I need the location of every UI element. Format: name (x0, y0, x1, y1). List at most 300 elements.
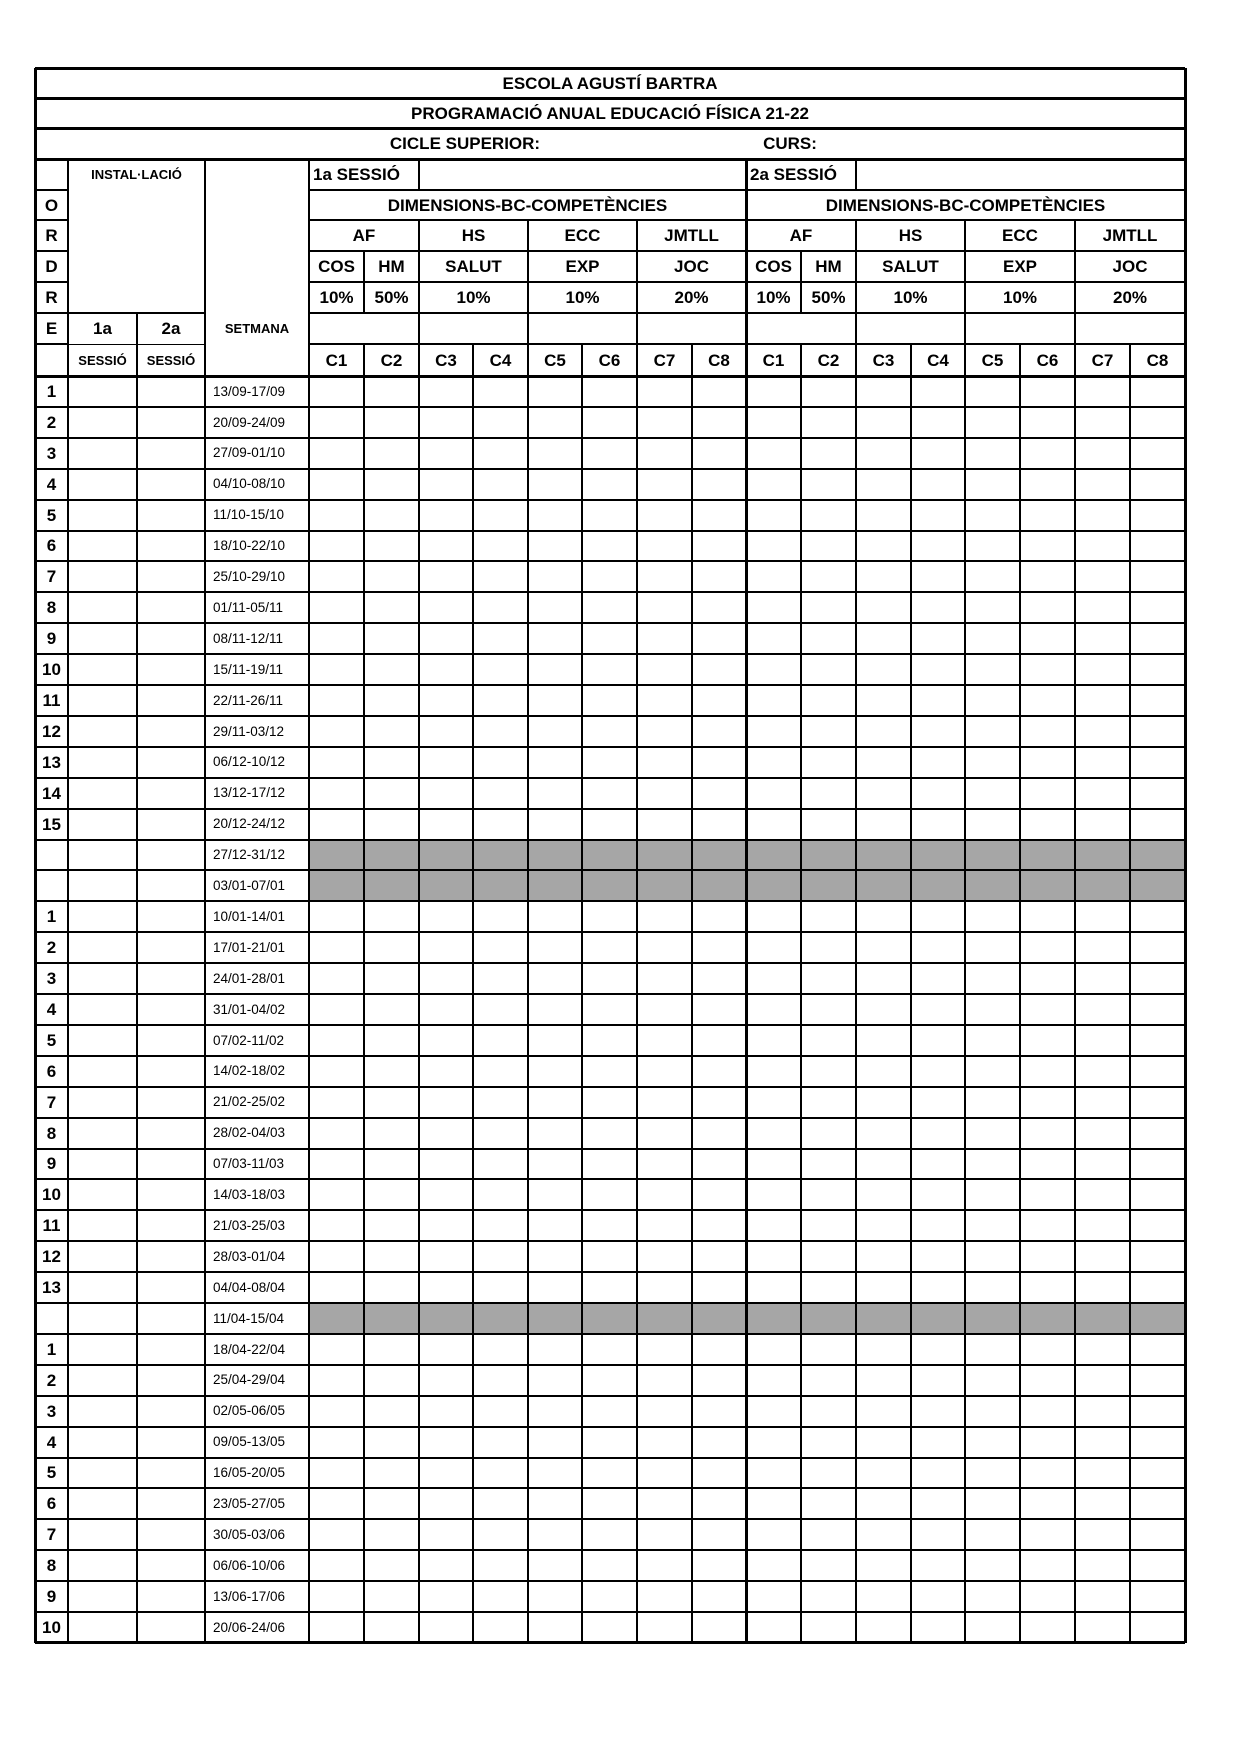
competence-cell[interactable] (1130, 1087, 1185, 1118)
competence-cell[interactable] (582, 1427, 637, 1458)
competence-cell[interactable] (911, 1087, 965, 1118)
competence-cell[interactable] (911, 1427, 965, 1458)
competence-cell[interactable] (746, 469, 801, 500)
competence-cell[interactable] (309, 407, 364, 438)
competence-cell[interactable] (364, 531, 419, 562)
competence-cell[interactable] (801, 1149, 856, 1180)
competence-cell[interactable] (473, 1519, 528, 1550)
competence-cell[interactable] (1075, 1025, 1130, 1056)
competence-cell[interactable] (528, 438, 582, 469)
competence-cell[interactable] (473, 1488, 528, 1519)
competence-cell[interactable] (419, 1241, 473, 1272)
competence-cell[interactable] (1075, 376, 1130, 407)
competence-cell[interactable] (692, 1519, 746, 1550)
competence-cell[interactable] (473, 1365, 528, 1396)
competence-cell[interactable] (1075, 531, 1130, 562)
competence-cell[interactable] (746, 1581, 801, 1612)
competence-cell[interactable] (473, 407, 528, 438)
competence-cell[interactable] (528, 1179, 582, 1210)
competence-cell[interactable] (746, 1550, 801, 1581)
competence-cell[interactable] (692, 1118, 746, 1149)
competence-cell[interactable] (1020, 1365, 1075, 1396)
competence-cell[interactable] (1075, 407, 1130, 438)
competence-cell[interactable] (911, 1396, 965, 1427)
installacio-session2-cell[interactable] (137, 1118, 205, 1149)
competence-cell[interactable] (856, 1334, 911, 1365)
competence-cell[interactable] (746, 809, 801, 840)
competence-cell[interactable] (801, 716, 856, 747)
competence-cell[interactable] (1130, 901, 1185, 932)
installacio-session1-cell[interactable] (68, 1519, 137, 1550)
competence-cell[interactable] (856, 685, 911, 716)
competence-cell[interactable] (911, 1365, 965, 1396)
competence-cell[interactable] (856, 1272, 911, 1303)
competence-cell[interactable] (746, 1118, 801, 1149)
installacio-session1-cell[interactable] (68, 716, 137, 747)
competence-cell[interactable] (419, 747, 473, 778)
competence-cell[interactable] (801, 809, 856, 840)
competence-cell[interactable] (965, 592, 1020, 623)
competence-cell[interactable] (692, 592, 746, 623)
competence-cell[interactable] (309, 1458, 364, 1489)
installacio-session1-cell[interactable] (68, 1427, 137, 1458)
competence-cell[interactable] (1130, 809, 1185, 840)
competence-cell[interactable] (309, 1334, 364, 1365)
competence-cell[interactable] (1075, 1272, 1130, 1303)
competence-cell[interactable] (309, 1241, 364, 1272)
competence-cell[interactable] (746, 1612, 801, 1643)
competence-cell[interactable] (801, 1581, 856, 1612)
competence-cell[interactable] (364, 1272, 419, 1303)
competence-cell[interactable] (309, 1179, 364, 1210)
competence-cell[interactable] (801, 1612, 856, 1643)
competence-cell[interactable] (528, 1118, 582, 1149)
competence-cell[interactable] (419, 1519, 473, 1550)
competence-cell[interactable] (692, 1087, 746, 1118)
competence-cell[interactable] (473, 1210, 528, 1241)
competence-cell[interactable] (637, 1179, 692, 1210)
course-field[interactable] (855, 128, 1035, 159)
competence-cell[interactable] (1075, 1334, 1130, 1365)
competence-cell[interactable] (1020, 1519, 1075, 1550)
competence-cell[interactable] (746, 1087, 801, 1118)
competence-cell[interactable] (965, 1427, 1020, 1458)
competence-cell[interactable] (582, 1087, 637, 1118)
installacio-session1-cell[interactable] (68, 1334, 137, 1365)
competence-cell[interactable] (746, 1272, 801, 1303)
competence-cell[interactable] (528, 1612, 582, 1643)
competence-cell[interactable] (364, 1519, 419, 1550)
installacio-session2-cell[interactable] (137, 1365, 205, 1396)
competence-cell[interactable] (1020, 407, 1075, 438)
installacio-session1-cell[interactable] (68, 1272, 137, 1303)
competence-cell[interactable] (637, 1241, 692, 1272)
competence-cell[interactable] (309, 592, 364, 623)
competence-cell[interactable] (309, 1519, 364, 1550)
competence-cell[interactable] (309, 716, 364, 747)
competence-cell[interactable] (1130, 1488, 1185, 1519)
competence-cell[interactable] (1075, 963, 1130, 994)
competence-cell[interactable] (419, 469, 473, 500)
competence-cell[interactable] (1075, 1210, 1130, 1241)
competence-cell[interactable] (528, 561, 582, 592)
competence-cell[interactable] (801, 1056, 856, 1087)
competence-cell[interactable] (965, 901, 1020, 932)
competence-cell[interactable] (364, 1581, 419, 1612)
competence-cell[interactable] (309, 1365, 364, 1396)
competence-cell[interactable] (419, 500, 473, 531)
competence-cell[interactable] (692, 531, 746, 562)
competence-cell[interactable] (801, 747, 856, 778)
competence-cell[interactable] (419, 716, 473, 747)
competence-cell[interactable] (856, 1581, 911, 1612)
competence-cell[interactable] (856, 1427, 911, 1458)
competence-cell[interactable] (364, 407, 419, 438)
competence-cell[interactable] (582, 1210, 637, 1241)
installacio-session1-cell[interactable] (68, 1365, 137, 1396)
competence-cell[interactable] (582, 778, 637, 809)
competence-cell[interactable] (856, 500, 911, 531)
competence-cell[interactable] (1130, 778, 1185, 809)
competence-cell[interactable] (419, 531, 473, 562)
competence-cell[interactable] (1075, 685, 1130, 716)
competence-cell[interactable] (473, 1272, 528, 1303)
competence-cell[interactable] (473, 778, 528, 809)
competence-cell[interactable] (309, 685, 364, 716)
competence-cell[interactable] (911, 469, 965, 500)
installacio-session2-cell[interactable] (137, 901, 205, 932)
competence-cell[interactable] (419, 1179, 473, 1210)
competence-cell[interactable] (364, 592, 419, 623)
competence-cell[interactable] (1020, 1581, 1075, 1612)
session-topic-field-2[interactable] (856, 159, 1185, 190)
competence-cell[interactable] (582, 747, 637, 778)
competence-cell[interactable] (965, 1087, 1020, 1118)
session-topic-field-1[interactable] (419, 159, 746, 190)
competence-cell[interactable] (364, 623, 419, 654)
competence-cell[interactable] (911, 809, 965, 840)
competence-cell[interactable] (637, 1550, 692, 1581)
competence-cell[interactable] (856, 778, 911, 809)
installacio-session2-cell[interactable] (137, 1056, 205, 1087)
competence-cell[interactable] (582, 1612, 637, 1643)
competence-cell[interactable] (637, 1149, 692, 1180)
competence-cell[interactable] (1130, 716, 1185, 747)
competence-cell[interactable] (364, 1241, 419, 1272)
competence-cell[interactable] (1075, 1087, 1130, 1118)
competence-cell[interactable] (1075, 1488, 1130, 1519)
installacio-session1-cell[interactable] (68, 1149, 137, 1180)
competence-cell[interactable] (801, 407, 856, 438)
competence-cell[interactable] (637, 809, 692, 840)
competence-cell[interactable] (309, 932, 364, 963)
competence-cell[interactable] (965, 1179, 1020, 1210)
competence-cell[interactable] (419, 1365, 473, 1396)
competence-cell[interactable] (364, 376, 419, 407)
competence-cell[interactable] (473, 963, 528, 994)
competence-cell[interactable] (911, 1519, 965, 1550)
installacio-session1-cell[interactable] (68, 747, 137, 778)
competence-cell[interactable] (692, 1149, 746, 1180)
installacio-session2-cell[interactable] (137, 778, 205, 809)
competence-cell[interactable] (528, 716, 582, 747)
competence-cell[interactable] (1075, 1179, 1130, 1210)
competence-cell[interactable] (1020, 1149, 1075, 1180)
competence-cell[interactable] (1075, 561, 1130, 592)
competence-cell[interactable] (364, 1118, 419, 1149)
competence-cell[interactable] (637, 716, 692, 747)
competence-cell[interactable] (528, 531, 582, 562)
competence-cell[interactable] (746, 932, 801, 963)
competence-cell[interactable] (473, 747, 528, 778)
competence-cell[interactable] (1075, 1458, 1130, 1489)
installacio-session2-cell[interactable] (137, 407, 205, 438)
competence-cell[interactable] (692, 1056, 746, 1087)
competence-cell[interactable] (1130, 592, 1185, 623)
competence-cell[interactable] (419, 994, 473, 1025)
competence-cell[interactable] (692, 1458, 746, 1489)
competence-cell[interactable] (965, 1118, 1020, 1149)
installacio-session2-cell[interactable] (137, 870, 205, 901)
competence-cell[interactable] (637, 901, 692, 932)
competence-cell[interactable] (911, 932, 965, 963)
competence-cell[interactable] (746, 963, 801, 994)
installacio-session1-cell[interactable] (68, 994, 137, 1025)
competence-cell[interactable] (856, 901, 911, 932)
competence-cell[interactable] (1130, 747, 1185, 778)
competence-cell[interactable] (801, 469, 856, 500)
competence-cell[interactable] (692, 1334, 746, 1365)
competence-cell[interactable] (1075, 1365, 1130, 1396)
competence-cell[interactable] (637, 778, 692, 809)
competence-cell[interactable] (1075, 654, 1130, 685)
competence-cell[interactable] (473, 1612, 528, 1643)
competence-cell[interactable] (637, 1396, 692, 1427)
installacio-session2-cell[interactable] (137, 654, 205, 685)
competence-cell[interactable] (419, 1210, 473, 1241)
competence-cell[interactable] (856, 747, 911, 778)
competence-cell[interactable] (419, 1396, 473, 1427)
competence-cell[interactable] (965, 1550, 1020, 1581)
competence-cell[interactable] (528, 901, 582, 932)
competence-cell[interactable] (801, 500, 856, 531)
competence-cell[interactable] (637, 592, 692, 623)
competence-cell[interactable] (1130, 654, 1185, 685)
competence-cell[interactable] (911, 1581, 965, 1612)
competence-cell[interactable] (582, 623, 637, 654)
competence-cell[interactable] (1130, 932, 1185, 963)
competence-cell[interactable] (582, 1334, 637, 1365)
competence-cell[interactable] (582, 500, 637, 531)
competence-cell[interactable] (856, 1550, 911, 1581)
competence-cell[interactable] (582, 1488, 637, 1519)
competence-cell[interactable] (1075, 1427, 1130, 1458)
competence-cell[interactable] (364, 1458, 419, 1489)
competence-cell[interactable] (528, 1519, 582, 1550)
competence-cell[interactable] (1130, 1179, 1185, 1210)
installacio-session1-cell[interactable] (68, 1241, 137, 1272)
competence-cell[interactable] (473, 1581, 528, 1612)
competence-cell[interactable] (637, 994, 692, 1025)
competence-cell[interactable] (473, 932, 528, 963)
competence-cell[interactable] (746, 1427, 801, 1458)
competence-cell[interactable] (692, 994, 746, 1025)
competence-cell[interactable] (528, 1056, 582, 1087)
competence-cell[interactable] (582, 407, 637, 438)
installacio-session1-cell[interactable] (68, 592, 137, 623)
competence-cell[interactable] (911, 531, 965, 562)
competence-cell[interactable] (911, 1612, 965, 1643)
competence-cell[interactable] (309, 1488, 364, 1519)
competence-cell[interactable] (473, 376, 528, 407)
competence-cell[interactable] (1075, 592, 1130, 623)
competence-cell[interactable] (637, 1056, 692, 1087)
competence-cell[interactable] (856, 1612, 911, 1643)
competence-cell[interactable] (856, 623, 911, 654)
competence-cell[interactable] (637, 685, 692, 716)
competence-cell[interactable] (911, 1025, 965, 1056)
installacio-session2-cell[interactable] (137, 500, 205, 531)
competence-cell[interactable] (364, 963, 419, 994)
competence-cell[interactable] (746, 716, 801, 747)
competence-cell[interactable] (911, 561, 965, 592)
competence-cell[interactable] (528, 685, 582, 716)
competence-cell[interactable] (746, 500, 801, 531)
competence-cell[interactable] (309, 1396, 364, 1427)
competence-cell[interactable] (1020, 376, 1075, 407)
competence-cell[interactable] (473, 654, 528, 685)
competence-cell[interactable] (856, 1210, 911, 1241)
competence-cell[interactable] (856, 1241, 911, 1272)
competence-cell[interactable] (965, 1149, 1020, 1180)
competence-cell[interactable] (1130, 1272, 1185, 1303)
installacio-session1-cell[interactable] (68, 1303, 137, 1334)
competence-cell[interactable] (582, 685, 637, 716)
competence-cell[interactable] (856, 561, 911, 592)
competence-cell[interactable] (637, 438, 692, 469)
competence-cell[interactable] (364, 994, 419, 1025)
competence-cell[interactable] (746, 1210, 801, 1241)
competence-cell[interactable] (419, 623, 473, 654)
competence-cell[interactable] (965, 531, 1020, 562)
competence-cell[interactable] (965, 716, 1020, 747)
competence-cell[interactable] (309, 623, 364, 654)
competence-cell[interactable] (309, 1612, 364, 1643)
competence-cell[interactable] (856, 1025, 911, 1056)
competence-cell[interactable] (746, 623, 801, 654)
competence-cell[interactable] (528, 1025, 582, 1056)
competence-cell[interactable] (856, 592, 911, 623)
competence-cell[interactable] (309, 531, 364, 562)
competence-cell[interactable] (309, 1210, 364, 1241)
competence-cell[interactable] (801, 1365, 856, 1396)
competence-cell[interactable] (856, 809, 911, 840)
competence-cell[interactable] (473, 901, 528, 932)
competence-cell[interactable] (582, 809, 637, 840)
competence-cell[interactable] (965, 932, 1020, 963)
competence-cell[interactable] (582, 932, 637, 963)
competence-cell[interactable] (746, 1458, 801, 1489)
installacio-session1-cell[interactable] (68, 407, 137, 438)
installacio-session2-cell[interactable] (137, 1458, 205, 1489)
competence-cell[interactable] (364, 685, 419, 716)
competence-cell[interactable] (1130, 531, 1185, 562)
competence-cell[interactable] (1075, 469, 1130, 500)
installacio-session2-cell[interactable] (137, 1272, 205, 1303)
installacio-session1-cell[interactable] (68, 778, 137, 809)
competence-cell[interactable] (364, 1056, 419, 1087)
competence-cell[interactable] (419, 592, 473, 623)
installacio-session2-cell[interactable] (137, 438, 205, 469)
competence-cell[interactable] (309, 1272, 364, 1303)
competence-cell[interactable] (473, 623, 528, 654)
competence-cell[interactable] (965, 1025, 1020, 1056)
installacio-session1-cell[interactable] (68, 561, 137, 592)
competence-cell[interactable] (692, 1581, 746, 1612)
competence-cell[interactable] (911, 963, 965, 994)
competence-cell[interactable] (364, 1396, 419, 1427)
competence-cell[interactable] (856, 438, 911, 469)
competence-cell[interactable] (801, 994, 856, 1025)
installacio-session1-cell[interactable] (68, 840, 137, 871)
competence-cell[interactable] (309, 809, 364, 840)
competence-cell[interactable] (582, 438, 637, 469)
competence-cell[interactable] (419, 1458, 473, 1489)
competence-cell[interactable] (965, 1334, 1020, 1365)
competence-cell[interactable] (364, 1149, 419, 1180)
competence-cell[interactable] (637, 1581, 692, 1612)
competence-cell[interactable] (746, 1365, 801, 1396)
competence-cell[interactable] (528, 994, 582, 1025)
installacio-session2-cell[interactable] (137, 1149, 205, 1180)
competence-cell[interactable] (965, 654, 1020, 685)
competence-cell[interactable] (582, 1581, 637, 1612)
competence-cell[interactable] (801, 1488, 856, 1519)
competence-cell[interactable] (1020, 1488, 1075, 1519)
competence-cell[interactable] (911, 1488, 965, 1519)
competence-cell[interactable] (309, 1550, 364, 1581)
installacio-session1-cell[interactable] (68, 1087, 137, 1118)
competence-cell[interactable] (364, 1612, 419, 1643)
competence-cell[interactable] (801, 685, 856, 716)
competence-cell[interactable] (746, 654, 801, 685)
competence-cell[interactable] (801, 1210, 856, 1241)
installacio-session2-cell[interactable] (137, 1179, 205, 1210)
competence-cell[interactable] (692, 407, 746, 438)
competence-cell[interactable] (1130, 469, 1185, 500)
competence-cell[interactable] (1130, 685, 1185, 716)
installacio-session1-cell[interactable] (68, 1550, 137, 1581)
competence-cell[interactable] (473, 1241, 528, 1272)
competence-cell[interactable] (309, 901, 364, 932)
competence-cell[interactable] (1075, 778, 1130, 809)
competence-cell[interactable] (801, 1087, 856, 1118)
installacio-session1-cell[interactable] (68, 1612, 137, 1643)
competence-cell[interactable] (637, 747, 692, 778)
installacio-session1-cell[interactable] (68, 531, 137, 562)
competence-cell[interactable] (801, 1550, 856, 1581)
competence-cell[interactable] (911, 654, 965, 685)
competence-cell[interactable] (1130, 1550, 1185, 1581)
competence-cell[interactable] (965, 809, 1020, 840)
competence-cell[interactable] (528, 1488, 582, 1519)
installacio-session2-cell[interactable] (137, 1519, 205, 1550)
competence-cell[interactable] (1130, 1210, 1185, 1241)
competence-cell[interactable] (801, 1519, 856, 1550)
competence-cell[interactable] (856, 531, 911, 562)
competence-cell[interactable] (637, 407, 692, 438)
competence-cell[interactable] (1130, 407, 1185, 438)
